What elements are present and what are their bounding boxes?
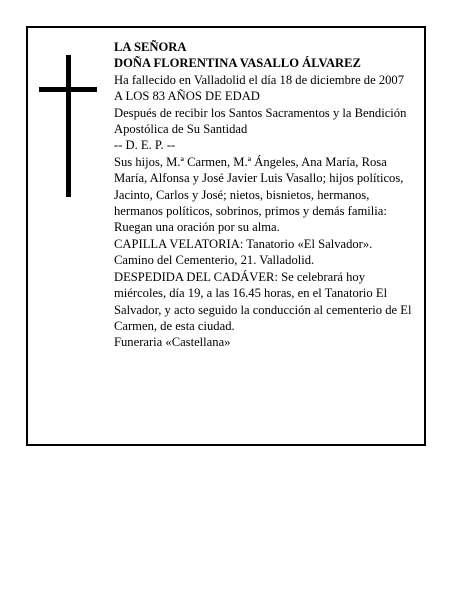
sacraments-line: Después de recibir los Santos Sacramentos y la Bendición Apostólica de Su Santidad xyxy=(114,105,407,137)
notice-body xyxy=(114,39,414,351)
chapel-info: CAPILLA VELATORIA: Tanatorio «El Salvador». Camino del Cementerio, 21. Valladolid. xyxy=(114,236,373,268)
cross-vertical-bar xyxy=(66,55,71,197)
age-line: A LOS 83 AÑOS DE EDAD xyxy=(114,89,260,104)
obituary-notice xyxy=(26,26,426,446)
death-info: Ha fallecido en Valladolid el día 18 de diciembre de 2007 xyxy=(114,72,405,87)
deceased-name: DOÑA FLORENTINA VASALLO ÁLVAREZ xyxy=(114,56,361,71)
cross-icon xyxy=(39,55,97,197)
family-list: Sus hijos, M.ª Carmen, M.ª Ángeles, Ana María, Rosa María, Alfonsa y José Javier Luis Vasallo; hijos políticos, Jacinto, Carlos y José; nietos, bisnietos, hermanos, hermanos políticos, sobrinos, primos y demás familia: xyxy=(114,154,404,219)
cross-horizontal-bar xyxy=(39,87,97,92)
funeral-home: Funeraria «Castellana» xyxy=(114,335,231,350)
notice-title: LA SEÑORA xyxy=(114,40,187,54)
rip-line: -- D. E. P. -- xyxy=(114,138,176,153)
prayer-line: Ruegan una oración por su alma. xyxy=(114,220,280,235)
farewell-info: DESPEDIDA DEL CADÁVER: Se celebrará hoy miércoles, día 19, a las 16.45 horas, en el Tanatorio El Salvador, y acto seguido la conducción al cementerio de El Carmen, de esta ciudad. xyxy=(114,269,412,333)
